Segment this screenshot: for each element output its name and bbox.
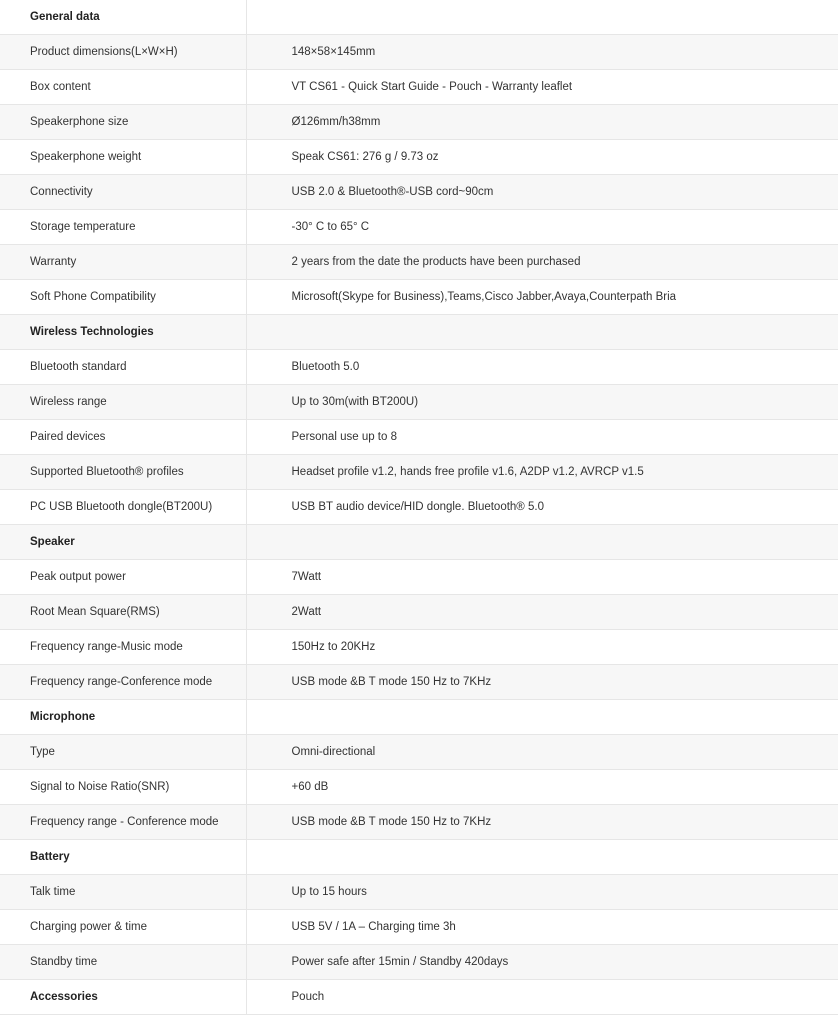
spec-label: Paired devices <box>0 420 246 455</box>
spec-label: Frequency range-Music mode <box>0 630 246 665</box>
spec-row <box>0 175 838 210</box>
spec-label: Signal to Noise Ratio(SNR) <box>0 770 246 805</box>
section-title: Accessories <box>0 980 246 1015</box>
spec-label: Charging power & time <box>0 910 246 945</box>
spec-value: Up to 15 hours <box>246 875 838 910</box>
section-title: Battery <box>0 840 246 875</box>
spec-row <box>0 875 838 910</box>
spec-row <box>0 735 838 770</box>
spec-label: Wireless range <box>0 385 246 420</box>
spec-label: Talk time <box>0 875 246 910</box>
spec-label: Root Mean Square(RMS) <box>0 595 246 630</box>
spec-value: 2Watt <box>246 595 838 630</box>
spec-row <box>0 560 838 595</box>
spec-value: 2 years from the date the products have been purchased <box>246 245 838 280</box>
spec-row <box>0 595 838 630</box>
spec-row <box>0 455 838 490</box>
spec-row <box>0 385 838 420</box>
spec-row <box>0 490 838 525</box>
spec-value: USB 5V / 1A – Charging time 3h <box>246 910 838 945</box>
spec-value: Bluetooth 5.0 <box>246 350 838 385</box>
spec-value: Ø126mm/h38mm <box>246 105 838 140</box>
spec-value: Microsoft(Skype for Business),Teams,Cisco Jabber,Avaya,Counterpath Bria <box>246 280 838 315</box>
spec-row <box>0 420 838 455</box>
spec-value: Up to 30m(with BT200U) <box>246 385 838 420</box>
spec-value: USB mode &B T mode 150 Hz to 7KHz <box>246 665 838 700</box>
section-header-row <box>0 700 838 735</box>
spec-row <box>0 350 838 385</box>
spec-label: Product dimensions(L×W×H) <box>0 35 246 70</box>
section-header-row <box>0 980 838 1015</box>
spec-value: Headset profile v1.2, hands free profile v1.6, A2DP v1.2, AVRCP v1.5 <box>246 455 838 490</box>
section-title: General data <box>0 0 246 35</box>
section-header-row <box>0 0 838 35</box>
section-header-row <box>0 840 838 875</box>
spec-row <box>0 210 838 245</box>
section-header-row <box>0 525 838 560</box>
spec-row <box>0 630 838 665</box>
spec-row <box>0 770 838 805</box>
spec-value: 150Hz to 20KHz <box>246 630 838 665</box>
spec-value <box>246 315 838 350</box>
spec-value: VT CS61 - Quick Start Guide - Pouch - Warranty leaflet <box>246 70 838 105</box>
spec-value: Personal use up to 8 <box>246 420 838 455</box>
spec-label: Supported Bluetooth® profiles <box>0 455 246 490</box>
spec-row <box>0 35 838 70</box>
spec-value: Omni-directional <box>246 735 838 770</box>
spec-value <box>246 840 838 875</box>
spec-value: Power safe after 15min / Standby 420days <box>246 945 838 980</box>
spec-row <box>0 665 838 700</box>
spec-value: 148×58×145mm <box>246 35 838 70</box>
spec-label: Box content <box>0 70 246 105</box>
spec-row <box>0 245 838 280</box>
spec-value <box>246 700 838 735</box>
spec-value: USB BT audio device/HID dongle. Bluetooth® 5.0 <box>246 490 838 525</box>
spec-value: USB mode &B T mode 150 Hz to 7KHz <box>246 805 838 840</box>
spec-label: Type <box>0 735 246 770</box>
spec-label: Speakerphone size <box>0 105 246 140</box>
spec-label: PC USB Bluetooth dongle(BT200U) <box>0 490 246 525</box>
spec-value: 7Watt <box>246 560 838 595</box>
spec-label: Bluetooth standard <box>0 350 246 385</box>
section-title: Microphone <box>0 700 246 735</box>
spec-label: Frequency range-Conference mode <box>0 665 246 700</box>
spec-label: Speakerphone weight <box>0 140 246 175</box>
spec-value: Pouch <box>246 980 838 1015</box>
spec-label: Storage temperature <box>0 210 246 245</box>
section-title: Speaker <box>0 525 246 560</box>
spec-row <box>0 70 838 105</box>
spec-value: Speak CS61: 276 g / 9.73 oz <box>246 140 838 175</box>
spec-label: Connectivity <box>0 175 246 210</box>
spec-label: Peak output power <box>0 560 246 595</box>
spec-value: +60 dB <box>246 770 838 805</box>
section-title: Wireless Technologies <box>0 315 246 350</box>
spec-value <box>246 0 838 35</box>
spec-label: Frequency range - Conference mode <box>0 805 246 840</box>
spec-label: Soft Phone Compatibility <box>0 280 246 315</box>
spec-value: USB 2.0 & Bluetooth®-USB cord~90cm <box>246 175 838 210</box>
spec-label: Standby time <box>0 945 246 980</box>
spec-row <box>0 805 838 840</box>
spec-label: Warranty <box>0 245 246 280</box>
spec-row <box>0 140 838 175</box>
spec-row <box>0 945 838 980</box>
spec-value: -30° C to 65° C <box>246 210 838 245</box>
spec-row <box>0 910 838 945</box>
spec-value <box>246 525 838 560</box>
section-header-row <box>0 315 838 350</box>
spec-row <box>0 280 838 315</box>
spec-row <box>0 105 838 140</box>
